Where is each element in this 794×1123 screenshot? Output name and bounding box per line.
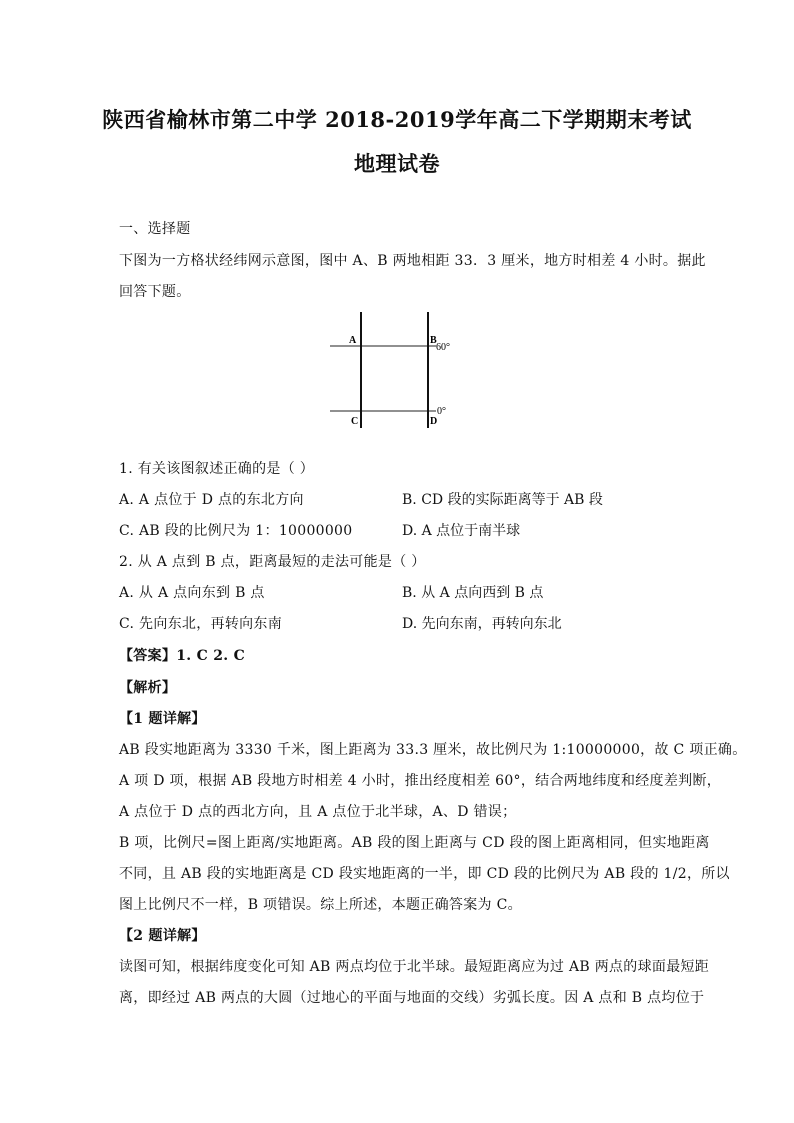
sub1-line-2: A 项 D 项，根据 AB 段地方时相差 4 小时，推出经度相差 60°，结合两地纬度和经度差判断， xyxy=(119,773,722,789)
point-label-d: D xyxy=(430,416,438,427)
sub1-heading: 【1 题详解】 xyxy=(119,711,206,727)
question-1-option-c: C. AB 段的比例尺为 1：10000000 xyxy=(119,523,353,539)
sub1-line-1: AB 段实地距离为 3330 千米，图上距离为 33.3 厘米，故比例尺为 1:10000000，故 C 项正确。 xyxy=(119,742,747,758)
document-title-line1: 陕西省榆林市第二中学 2018-2019学年高二下学期期末考试 xyxy=(102,107,692,132)
question-2-option-c: C. 先向东北，再转向东南 xyxy=(119,616,283,632)
answer-line: 【答案】1. C 2. C xyxy=(119,648,246,664)
question-1-stem: 1. 有关该图叙述正确的是（ ） xyxy=(119,461,315,477)
document-title-line2: 地理试卷 xyxy=(354,151,440,176)
intro-line-1: 下图为一方格状经纬网示意图，图中 A、B 两地相距 33．3 厘米，地方时相差 4 小时。据此 xyxy=(119,253,706,269)
sub2-line-1: 读图可知，根据纬度变化可知 AB 两点均位于北半球。最短距离应为过 AB 两点的球面最短距 xyxy=(119,959,710,975)
intro-line-2: 回答下题。 xyxy=(119,284,191,300)
sub1-line-6: 图上比例尺不一样，B 项错误。综上所述，本题正确答案为 C。 xyxy=(119,897,522,913)
question-1-option-a: A. A 点位于 D 点的东北方向 xyxy=(119,492,304,508)
sub1-line-3: A 点位于 D 点的西北方向，且 A 点位于北半球，A、D 错误； xyxy=(119,804,517,820)
latitude-label-0: 0° xyxy=(437,406,446,417)
question-2-option-b: B. 从 A 点向西到 B 点 xyxy=(402,585,544,601)
question-2-stem: 2. 从 A 点到 B 点，距离最短的走法可能是（ ） xyxy=(119,554,426,570)
sub1-line-4: B 项，比例尺=图上距离/实地距离。AB 段的图上距离与 CD 段的图上距离相同，但实地距离 xyxy=(119,835,710,851)
point-label-a: A xyxy=(349,335,357,346)
analysis-heading: 【解析】 xyxy=(119,680,177,696)
question-2-option-d: D. 先向东南，再转向东北 xyxy=(402,616,562,632)
point-label-b: B xyxy=(430,335,437,346)
sub2-heading: 【2 题详解】 xyxy=(119,928,206,944)
question-2-option-a: A. 从 A 点向东到 B 点 xyxy=(119,585,265,601)
question-1-option-d: D. A 点位于南半球 xyxy=(402,523,521,539)
sub2-line-2: 离，即经过 AB 两点的大圆（过地心的平面与地面的交线）劣弧长度。因 A 点和 B 点均位于 xyxy=(119,990,705,1006)
point-label-c: C xyxy=(351,416,359,427)
question-1-option-b: B. CD 段的实际距离等于 AB 段 xyxy=(402,492,603,508)
latitude-label-60: 60° xyxy=(436,342,450,353)
sub1-line-5: 不同，且 AB 段的实地距离是 CD 段实地距离的一半，即 CD 段的比例尺为 AB 段的 1/2，所以 xyxy=(119,866,730,882)
graticule-figure xyxy=(326,310,468,430)
section-heading: 一、选择题 xyxy=(119,221,191,237)
